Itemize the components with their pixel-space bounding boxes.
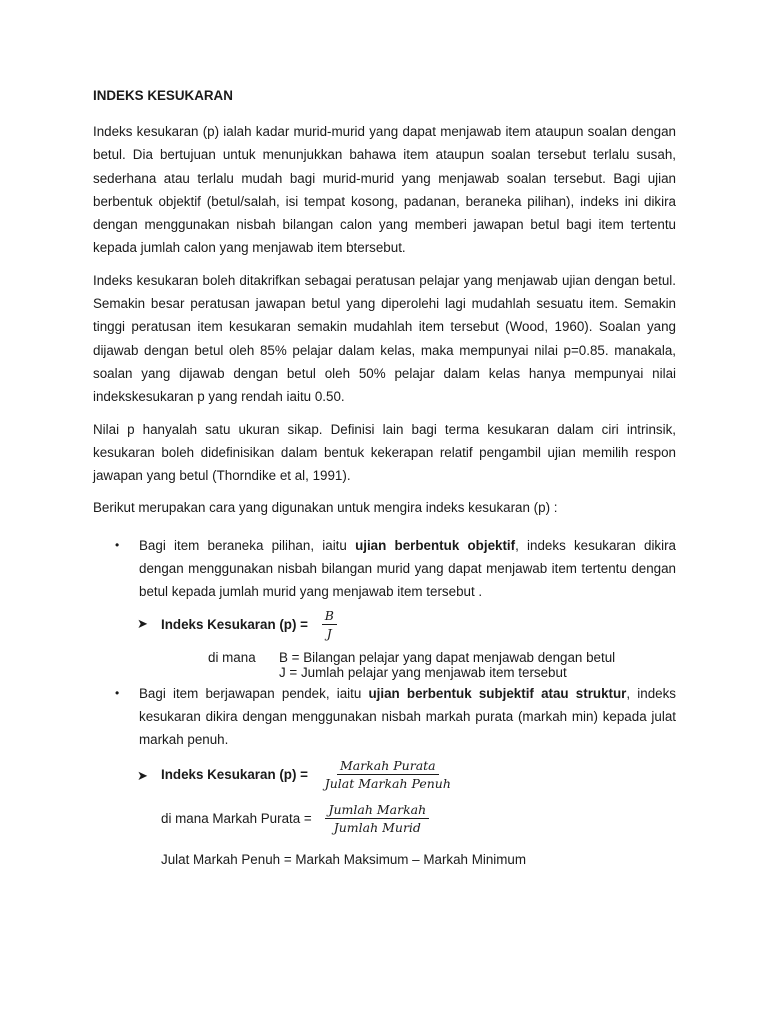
page-title: INDEKS KESUKARAN bbox=[93, 88, 233, 103]
definition-j: J = Jumlah pelajar yang menjawab item tersebut bbox=[279, 664, 567, 680]
fraction-b-over-j bbox=[322, 608, 337, 641]
paragraph-intrinsic: Nilai p hanyalah satu ukuran sikap. Definisi lain bagi terma kesukaran dalam ciri intrinsik, kesukaran boleh didefinisikan dalam bentuk kekerapan relatif pengambil ujian memilih respon jawapan yang betul (Thorndike et al, 1991). bbox=[93, 421, 676, 484]
arrow-icon: ➤ bbox=[137, 767, 148, 783]
formula-markah-purata bbox=[93, 802, 676, 842]
bullet-icon: • bbox=[115, 537, 120, 552]
formula-objective-definitions bbox=[93, 650, 676, 684]
markah-purata-label: di mana Markah Purata = bbox=[161, 810, 312, 826]
fraction-denominator: Jumlah Murid bbox=[333, 819, 421, 835]
fraction-numerator: Markah Purata bbox=[337, 758, 439, 775]
formula-objective-label: Indeks Kesukaran (p) = bbox=[161, 616, 308, 632]
formula-objective bbox=[93, 608, 676, 644]
bullet-objective-text: Bagi item beraneka pilihan, iaitu ujian berbentuk objektif, indeks kesukaran dikira dengan menggunakan nisbah bilangan murid yang dapat menjawab item tertentu dengan betul kepada jumlah murid yang menjawab item tersebut . bbox=[139, 537, 676, 600]
fraction-numerator: B bbox=[322, 608, 337, 625]
bullet-objective-emphasis: ujian berbentuk objektif bbox=[355, 537, 516, 553]
document-page bbox=[93, 84, 676, 868]
bullet-subjective-emphasis: ujian berbentuk subjektif atau struktur bbox=[368, 685, 627, 701]
bullet-subjective-text: Bagi item berjawapan pendek, iaitu ujian berbentuk subjektif atau struktur, indeks kesukaran dikira dengan menggunakan nisbah markah purata (markah min) kepada julat markah penuh. bbox=[139, 685, 677, 748]
dimana-label: di mana bbox=[208, 649, 256, 665]
paragraph-percentage: Indeks kesukaran boleh ditakrifkan sebagai peratusan pelajar yang menjawab ujian dengan betul. Semakin besar peratusan jawapan betul yang diperolehi lagi mudahlah sesuatu item. Semakin tinggi peratusan item kesukaran semakin mudahlah item tersebut (Wood, 1960). Soalan yang dijawab dengan betul oleh 85% pelajar dalam kelas, maka mempunyai nilai p=0.85. manakala, soalan yang dijawab dengan betul oleh 50% pelajar dalam kelas hanya mempunyai nilai indekskesukaran p yang rendah iaitu 0.50. bbox=[93, 272, 676, 405]
fraction-denominator: J bbox=[326, 625, 332, 641]
fraction-jumlah-markah-over-jumlah-murid bbox=[325, 802, 429, 835]
paragraph-methods-intro: Berikut merupakan cara yang digunakan untuk mengira indeks kesukaran (p) : bbox=[93, 500, 558, 516]
definition-b: B = Bilangan pelajar yang dapat menjawab dengan betul bbox=[279, 649, 616, 665]
julat-definition: Julat Markah Penuh = Markah Maksimum – Markah Minimum bbox=[161, 851, 527, 867]
bullet-objective bbox=[93, 534, 676, 604]
fraction-markah-purata-over-julat bbox=[322, 758, 454, 791]
bullet-subjective bbox=[93, 682, 676, 752]
arrow-icon: ➤ bbox=[137, 615, 148, 631]
fraction-numerator: Jumlah Markah bbox=[325, 802, 429, 819]
formula-subjective bbox=[93, 758, 676, 796]
fraction-denominator: Julat Markah Penuh bbox=[324, 775, 451, 791]
bullet-icon: • bbox=[115, 685, 120, 700]
paragraph-definition: Indeks kesukaran (p) ialah kadar murid-murid yang dapat menjawab item ataupun soalan dengan betul. Dia bertujuan untuk menunjukkan bahawa item ataupun soalan tersebut terlalu susah, sederhana atau terlalu mudah bagi murid-murid yang menjawab soalan tersebut. Bagi ujian berbentuk objektif (betul/salah, isi tempat kosong, padanan, beraneka pilihan), indeks ini dikira dengan menggunakan nisbah bilangan calon yang memberi jawapan betul bagi item tertentu kepada jumlah calon yang menjawab item btersebut. bbox=[93, 124, 676, 256]
formula-subjective-label: Indeks Kesukaran (p) = bbox=[161, 766, 308, 782]
